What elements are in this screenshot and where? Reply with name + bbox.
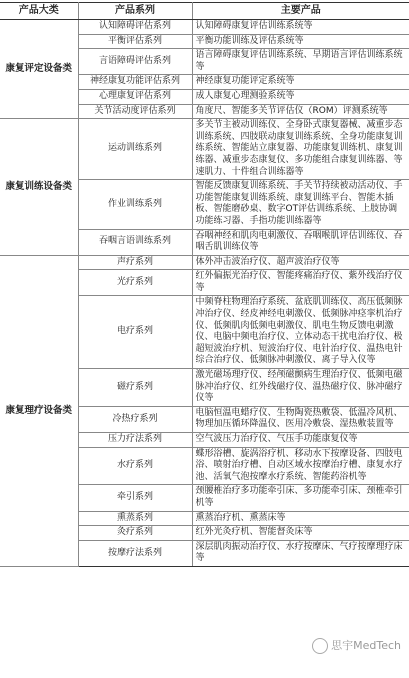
products-cell: 认知障碍康复评估训练系统等: [192, 20, 409, 35]
category-cell: 康复训练设备类: [0, 119, 78, 256]
category-cell: 康复评定设备类: [0, 20, 78, 119]
series-cell: 作业训练系列: [78, 180, 192, 229]
series-cell: 平衡评估系列: [78, 34, 192, 49]
series-cell: 吞咽言语训练系列: [78, 229, 192, 255]
series-cell: 压力疗法系列: [78, 433, 192, 448]
products-cell: 神经康复功能评定系统等: [192, 75, 409, 90]
products-cell: 平衡功能训练及评估系统等: [192, 34, 409, 49]
products-cell: 红外偏振光治疗仪、智能疼痛治疗仪、紫外线治疗仪等: [192, 270, 409, 296]
products-cell: 语言障碍康复评估训练系统、早期语言评估训练系统等: [192, 49, 409, 75]
series-cell: 电疗系列: [78, 296, 192, 369]
table-row: [0, 20, 409, 35]
header-products: 主要产品: [192, 3, 409, 20]
series-cell: 熏蒸系列: [78, 511, 192, 526]
series-cell: 认知障碍评估系列: [78, 20, 192, 35]
products-cell: 熏蒸治疗机、熏蒸床等: [192, 511, 409, 526]
series-cell: 声疗系列: [78, 255, 192, 270]
series-cell: 牵引系列: [78, 485, 192, 511]
products-cell: 颈腰椎治疗多功能牵引床、多功能牵引床、颈椎牵引机等: [192, 485, 409, 511]
products-cell: 空气波压力治疗仪、气压手功能康复仪等: [192, 433, 409, 448]
series-cell: 水疗系列: [78, 447, 192, 485]
series-cell: 运动训练系列: [78, 119, 192, 180]
series-cell: 灸疗系列: [78, 526, 192, 541]
header-category: 产品大类: [0, 3, 78, 20]
product-table: [0, 2, 409, 567]
series-cell: 光疗系列: [78, 270, 192, 296]
series-cell: 神经康复功能评估系列: [78, 75, 192, 90]
header-series: 产品系列: [78, 3, 192, 20]
header-row: [0, 3, 409, 20]
watermark-text: 思宇MedTech: [331, 639, 401, 652]
products-cell: 角度尺、智能多关节评估仪（ROM）评测系统等: [192, 104, 409, 119]
series-cell: 按摩疗法系列: [78, 540, 192, 566]
products-cell: 成人康复心理测验系统等: [192, 89, 409, 104]
products-cell: 中频脊柱物理治疗系统、盆底肌训练仪、高压低频脉冲治疗仪、经皮神经电刺激仪、低频脉冲痉挛机治疗仪、低频肌肉低频电刺激仪、肌电生物反馈电刺激仪、电脑中频电治疗仪、立体动态干扰电治疗仪、极超短波治疗机、短波治疗仪、电针治疗仪、温热电针综合治疗仪、低频脉冲刺激仪、离子导入仪等: [192, 296, 409, 369]
wechat-icon: [312, 638, 328, 654]
watermark: [312, 637, 401, 654]
products-cell: 红外光灸疗机、智能督灸床等: [192, 526, 409, 541]
category-cell: 康复理疗设备类: [0, 255, 78, 566]
products-cell: 智能反馈康复训练系统、手关节持续被动活动仪、手功能智能康复训练系统、康复训练平台、智能木插板、智能磨砂桌、数字OT评估训练系统、上肢协调功能练习器、手指功能训练器等: [192, 180, 409, 229]
products-cell: 深层肌肉振动治疗仪、水疗按摩床、气疗按摩理疗床等: [192, 540, 409, 566]
products-cell: 体外冲击波治疗仪、超声波治疗仪等: [192, 255, 409, 270]
table-row: [0, 255, 409, 270]
series-cell: 关节活动度评估系列: [78, 104, 192, 119]
series-cell: 言语障碍评估系列: [78, 49, 192, 75]
products-cell: 蝶形浴槽、旋涡浴疗机、移动水下按摩设备、四肢电浴、喷射治疗槽、自动区域水按摩治疗槽、康复水疗池、活氧气泡按摩水疗系统、智能药浴机等: [192, 447, 409, 485]
products-cell: 激光磁场理疗仪、经颅磁颤病生理治疗仪、低频电磁脉冲治疗仪、红外线磁疗仪、温热磁疗仪、脉冲磁疗仪等: [192, 369, 409, 407]
series-cell: 冷热疗系列: [78, 406, 192, 432]
products-cell: 吞咽神经和肌肉电刺激仪、吞咽喉肌评估训练仪、吞咽舌肌训练仪等: [192, 229, 409, 255]
table-row: [0, 119, 409, 180]
products-cell: 多关节主被动训练仪、全身卧式康复器械、减重步态训练系统、四肢联动康复训练系统、全身功能康复训练系统、智能站立康复器、功能康复训练机、康复训练器、减重步态康复仪、多功能组合康复训练器、等速肌力、十件组合训练器等: [192, 119, 409, 180]
products-cell: 电脑恒温电蜡疗仪、生物陶瓷热敷袋、低温冷风机、物理加压循环降温仪、医用冷敷袋、湿热敷装置等: [192, 406, 409, 432]
series-cell: 心理康复评估系列: [78, 89, 192, 104]
series-cell: 磁疗系列: [78, 369, 192, 407]
